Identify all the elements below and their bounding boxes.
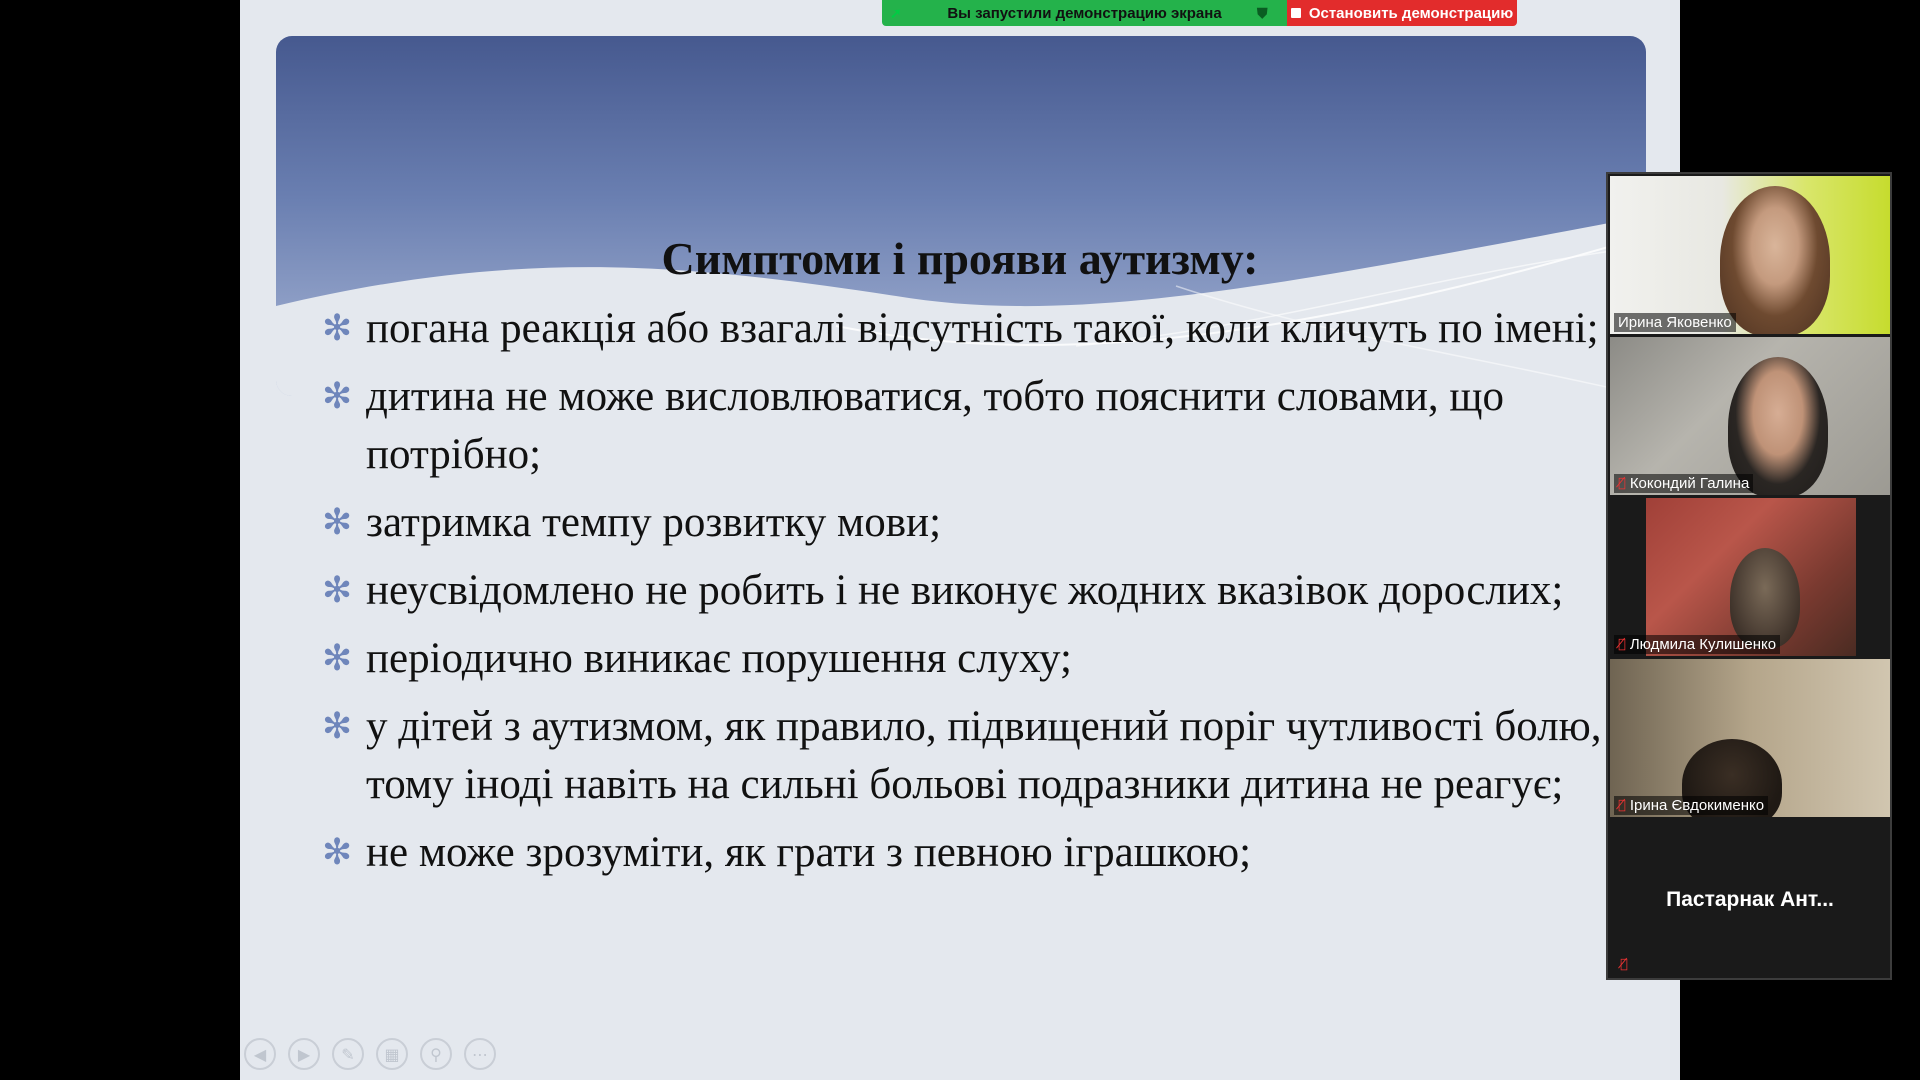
- asterisk-icon: ✻: [322, 308, 353, 349]
- more-options-button[interactable]: ⋯: [464, 1038, 496, 1070]
- participants-panel: [1606, 172, 1892, 980]
- participant-name: Пастарнак Ант...: [1666, 888, 1834, 911]
- pen-tool-button[interactable]: ✎: [332, 1038, 364, 1070]
- stop-share-label: Остановить демонстрацию: [1308, 4, 1514, 22]
- share-status-label: Вы запустили демонстрацию экрана: [947, 4, 1222, 22]
- mic-muted-icon: 🎙̸: [1620, 957, 1628, 972]
- presentation-slide: [240, 0, 1680, 1080]
- next-slide-button[interactable]: ▶: [288, 1038, 320, 1070]
- list-item: ✻ погана реакція або взагалі відсутність такої, коли кличуть по імені;: [322, 300, 1662, 358]
- asterisk-icon: ✻: [322, 706, 353, 747]
- participant-tile[interactable]: [1610, 176, 1890, 334]
- slide-title: Симптоми і прояви аутизму:: [661, 233, 1259, 284]
- asterisk-icon: ✻: [322, 570, 353, 611]
- mic-muted-icon: 🎙̸: [1618, 637, 1626, 652]
- list-item: ✻ періодично виникає порушення слуху;: [322, 630, 1662, 688]
- participant-video: [1720, 186, 1830, 334]
- asterisk-icon: ✻: [322, 502, 353, 543]
- all-slides-button[interactable]: ▦: [376, 1038, 408, 1070]
- stop-icon: [1291, 8, 1301, 18]
- list-item: ✻ не може зрозуміти, як грати з певною іграшкою;: [322, 824, 1662, 882]
- participant-tile[interactable]: [1610, 337, 1890, 495]
- slideshow-controls: [244, 1038, 496, 1072]
- mic-muted-icon: 🎙̸: [1618, 476, 1626, 491]
- participant-name: 🎙̸ Ірина Євдокименко: [1614, 796, 1768, 815]
- share-status-banner[interactable]: [882, 0, 1287, 26]
- participant-tile[interactable]: [1610, 498, 1890, 656]
- share-screen-icon: ➚: [890, 4, 902, 21]
- participant-name: 🎙̸ Кокондий Галина: [1614, 474, 1753, 493]
- asterisk-icon: ✻: [322, 376, 353, 417]
- participant-tile[interactable]: [1610, 659, 1890, 817]
- previous-slide-button[interactable]: ◀: [244, 1038, 276, 1070]
- mic-muted-icon: 🎙̸: [1618, 798, 1626, 813]
- stop-share-button[interactable]: [1287, 0, 1517, 26]
- participant-name: Ирина Яковенко: [1614, 313, 1736, 332]
- list-item: ✻ у дітей з аутизмом, як правило, підвищений поріг чутливості болю, тому іноді навіть на сильні больові подразники дитина не реагує;: [322, 698, 1662, 814]
- participant-tile[interactable]: [1610, 820, 1890, 978]
- list-item: ✻ затримка темпу розвитку мови;: [322, 494, 1662, 552]
- asterisk-icon: ✻: [322, 638, 353, 679]
- shield-icon: ⛊: [1257, 4, 1268, 21]
- list-item: ✻ дитина не може висловлюватися, тобто пояснити словами, що потрібно;: [322, 368, 1662, 484]
- screen-share-bar: [882, 0, 1517, 26]
- participant-name: 🎙̸ Людмила Кулишенко: [1614, 635, 1780, 654]
- participant-face: [1730, 548, 1800, 648]
- asterisk-icon: ✻: [322, 832, 353, 873]
- zoom-button[interactable]: ⚲: [420, 1038, 452, 1070]
- bullet-list: [322, 300, 1662, 892]
- list-item: ✻ неусвідомлено не робить і не виконує жодних вказівок дорослих;: [322, 562, 1662, 620]
